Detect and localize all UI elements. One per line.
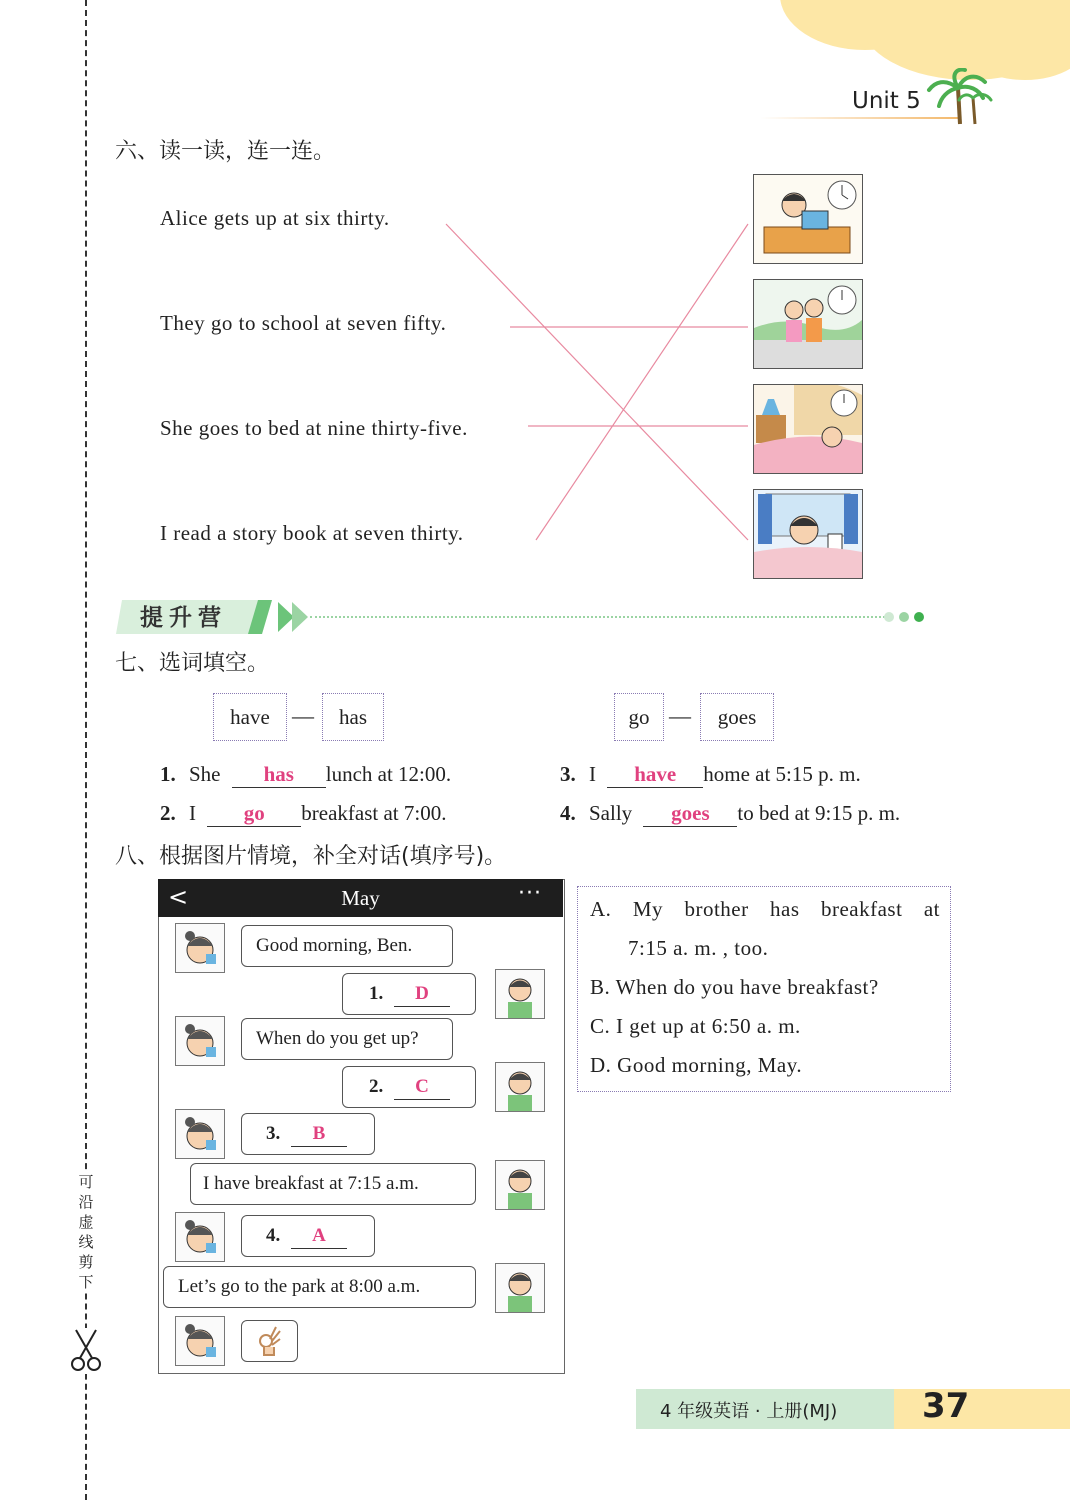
chat-number: 1. xyxy=(369,983,384,1004)
chat-bubble-ben xyxy=(342,1066,476,1108)
back-icon[interactable]: < xyxy=(168,883,189,911)
item-rest: home at 5:15 p. m. xyxy=(703,762,861,786)
avatar-may xyxy=(175,923,225,973)
item-number: 2. xyxy=(160,801,176,825)
banner-label: 提升营 xyxy=(140,605,227,631)
word-separator: — xyxy=(292,703,314,728)
chat-contact-name: May xyxy=(341,886,380,910)
picture-kids-school xyxy=(753,279,863,369)
chat-bubble-may xyxy=(241,1320,298,1362)
chat-bubble-ben: I have breakfast at 7:15 a.m. xyxy=(190,1163,476,1205)
word-choice: go xyxy=(614,693,664,741)
banner-dot xyxy=(914,612,924,622)
match-sentence: I read a story book at seven thirty. xyxy=(160,521,464,545)
avatar-ben xyxy=(495,969,545,1019)
match-line xyxy=(446,224,748,540)
item-rest: lunch at 12:00. xyxy=(325,762,452,786)
match-sentence: They go to school at seven fifty. xyxy=(160,311,447,335)
chat-bubble-may xyxy=(241,1113,375,1155)
match-line xyxy=(536,224,748,540)
cut-instruction: 可沿虚线剪下 xyxy=(76,1172,96,1292)
avatar-may xyxy=(175,1109,225,1159)
fill-item-4 xyxy=(560,801,900,827)
answer-blank[interactable]: C xyxy=(394,1075,450,1100)
fill-item-2 xyxy=(160,801,446,827)
answer-blank[interactable]: has xyxy=(232,762,326,788)
footer-book-title: 4 年级英语 · 上册(MJ) xyxy=(660,1401,838,1422)
answer-blank[interactable]: go xyxy=(207,801,301,827)
banner-dot xyxy=(884,612,894,622)
chat-bubble-may xyxy=(241,1215,375,1257)
scissors-icon xyxy=(68,1328,104,1374)
chat-number: 2. xyxy=(369,1076,384,1097)
option-c: C. I get up at 6:50 a. m. xyxy=(590,1014,801,1038)
unit-label: Unit 5 xyxy=(852,88,921,114)
match-lines xyxy=(0,0,1070,600)
chat-number: 3. xyxy=(266,1123,281,1144)
word-separator: — xyxy=(669,703,691,728)
answer-blank[interactable]: goes xyxy=(643,801,737,827)
avatar-may xyxy=(175,1016,225,1066)
chat-bubble-ben: Let’s go to the park at 8:00 a.m. xyxy=(163,1266,476,1308)
page-number: 37 xyxy=(922,1386,970,1426)
word-choice: has xyxy=(322,693,384,741)
item-rest: to bed at 9:15 p. m. xyxy=(737,801,901,825)
item-subject: I xyxy=(589,762,596,786)
item-subject: Sally xyxy=(589,801,633,825)
option-a: A. My brother has breakfast at xyxy=(590,897,940,921)
word-choice: have xyxy=(213,693,287,741)
match-sentence: She goes to bed at nine thirty-five. xyxy=(160,416,468,440)
avatar-ben xyxy=(495,1263,545,1313)
footer-page-bar xyxy=(894,1389,1070,1429)
section8-title: 八、根据图片情境，补全对话(填序号)。 xyxy=(115,844,507,869)
item-number: 4. xyxy=(560,801,576,825)
item-subject: She xyxy=(189,762,221,786)
ok-hand-icon xyxy=(242,1321,296,1359)
picture-boy-reading xyxy=(753,174,863,264)
answer-blank[interactable]: A xyxy=(291,1224,347,1249)
answer-blank[interactable]: D xyxy=(394,982,450,1007)
more-icon[interactable]: ··· xyxy=(518,881,542,906)
chat-bubble-ben xyxy=(342,973,476,1015)
item-rest: breakfast at 7:00. xyxy=(301,801,447,825)
chat-number: 4. xyxy=(266,1225,281,1246)
banner-dot xyxy=(899,612,909,622)
avatar-may xyxy=(175,1316,225,1366)
option-a-continued: 7:15 a. m. , too. xyxy=(628,936,769,960)
answer-blank[interactable]: B xyxy=(291,1122,347,1147)
banner-dotted-line xyxy=(310,616,885,618)
item-number: 1. xyxy=(160,762,176,786)
fill-item-1 xyxy=(160,762,451,788)
item-number: 3. xyxy=(560,762,576,786)
picture-girl-waking xyxy=(753,489,863,579)
chat-bubble-may: When do you get up? xyxy=(241,1018,453,1060)
picture-girl-bed xyxy=(753,384,863,474)
avatar-ben xyxy=(495,1062,545,1112)
phone-chat-header xyxy=(158,879,563,917)
avatar-may xyxy=(175,1212,225,1262)
match-sentence: Alice gets up at six thirty. xyxy=(160,206,390,230)
answer-blank[interactable]: have xyxy=(607,762,703,788)
section6-title: 六、读一读，连一连。 xyxy=(115,139,336,164)
option-b: B. When do you have breakfast? xyxy=(590,975,879,999)
section7-title: 七、选词填空。 xyxy=(115,651,270,676)
word-choice: goes xyxy=(700,693,774,741)
item-subject: I xyxy=(189,801,196,825)
fill-item-3 xyxy=(560,762,861,788)
chat-bubble-may: Good morning, Ben. xyxy=(241,925,453,967)
avatar-ben xyxy=(495,1160,545,1210)
option-d: D. Good morning, May. xyxy=(590,1053,803,1077)
